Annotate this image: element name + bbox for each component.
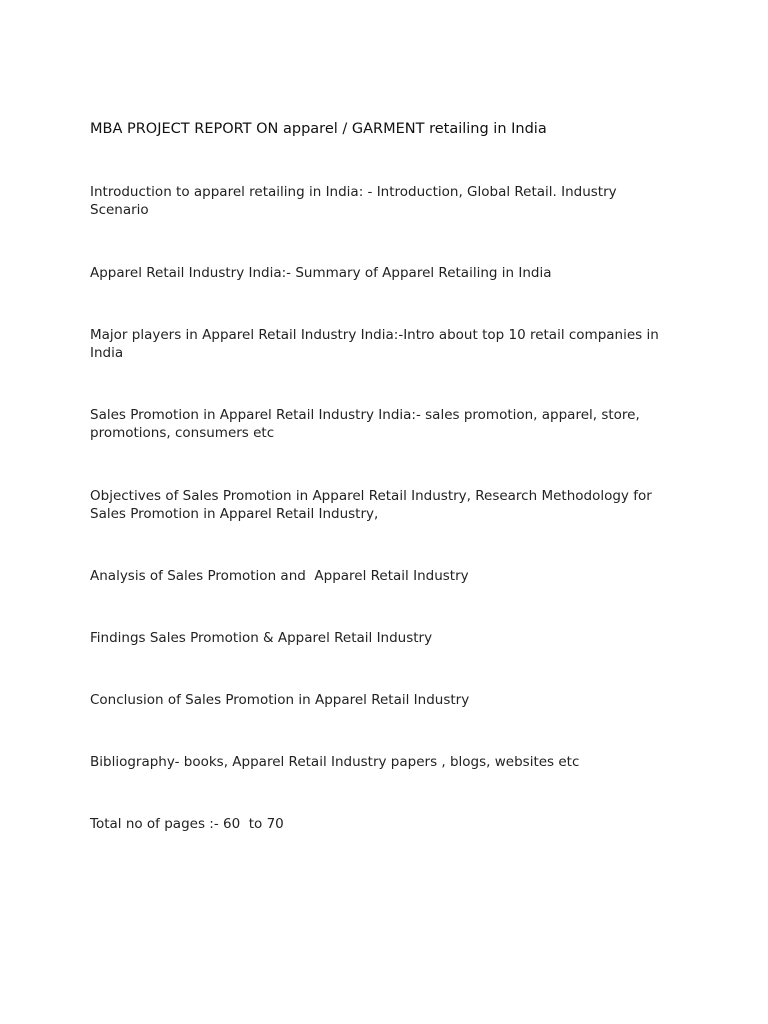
paragraph-sales-promotion: Sales Promotion in Apparel Retail Industry India:- sales promotion, apparel, store, promotions, consumers etc: [90, 407, 645, 441]
paragraph-introduction: Introduction to apparel retailing in India: - Introduction, Global Retail. Industry Scenario: [90, 184, 621, 218]
paragraph-objectives: Objectives of Sales Promotion in Apparel Retail Industry, Research Methodology for Sales Promotion in Apparel Retail Industry,: [90, 488, 657, 522]
document-title: MBA PROJECT REPORT ON apparel / GARMENT retailing in India: [90, 121, 547, 137]
paragraph-bibliography: Bibliography- books, Apparel Retail Industry papers , blogs, websites etc: [90, 754, 580, 770]
paragraph-findings: Findings Sales Promotion & Apparel Retail Industry: [90, 630, 433, 646]
paragraph-major-players: Major players in Apparel Retail Industry India:-Intro about top 10 retail companies in India: [90, 327, 664, 361]
paragraph-conclusion: Conclusion of Sales Promotion in Apparel Retail Industry: [90, 692, 470, 708]
paragraph-analysis: Analysis of Sales Promotion and Apparel Retail Industry: [90, 568, 469, 584]
paragraph-apparel-retail-industry: Apparel Retail Industry India:- Summary of Apparel Retailing in India: [90, 265, 552, 281]
paragraph-total-pages: Total no of pages :- 60 to 70: [90, 816, 284, 832]
